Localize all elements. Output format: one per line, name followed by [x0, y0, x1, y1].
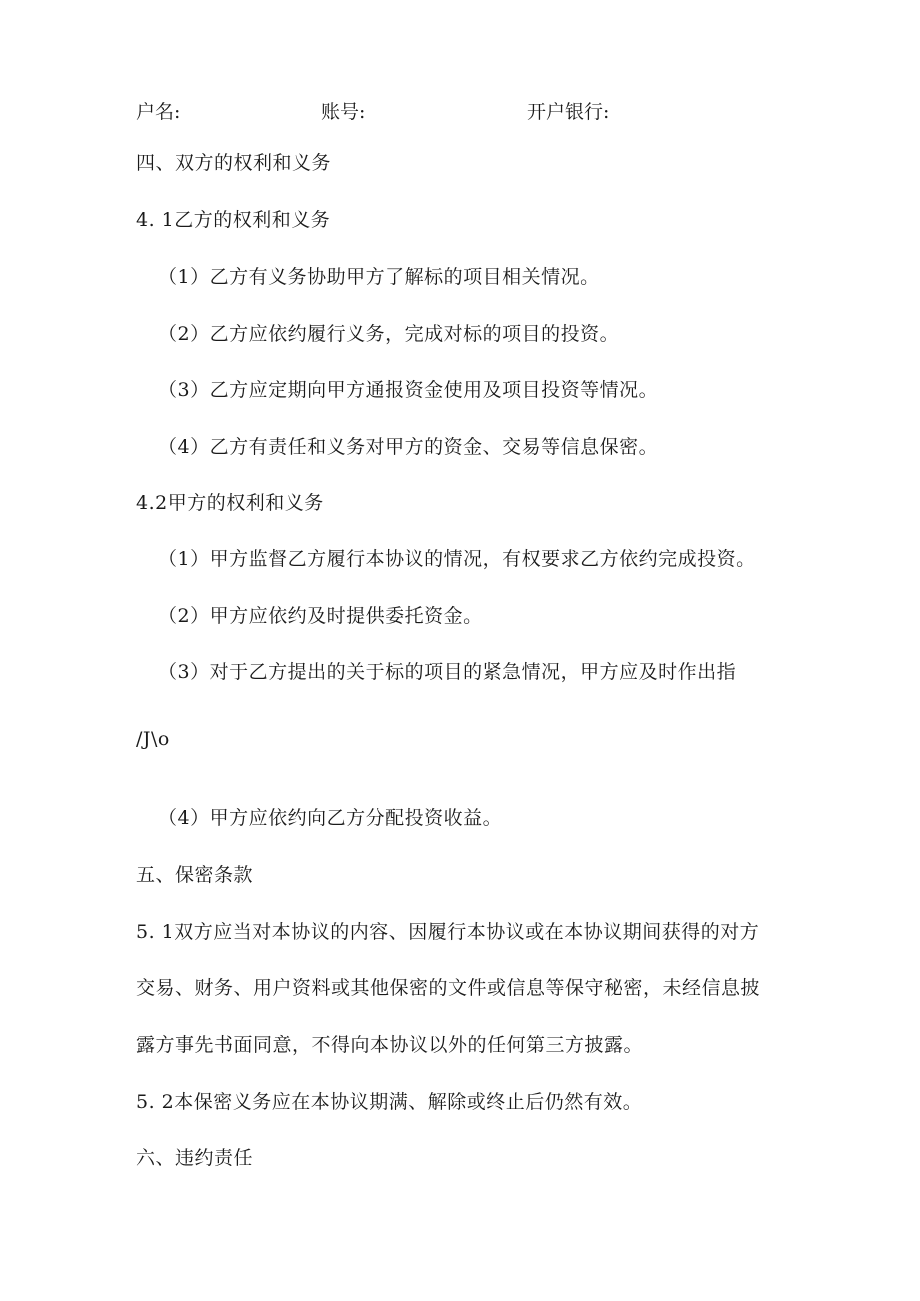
section-heading: 五、保密条款	[136, 864, 254, 886]
account-number-label: 账号:	[321, 101, 366, 123]
clause-item: （4）甲方应依约向乙方分配投资收益。	[158, 807, 503, 829]
clause-continuation: /J\o	[136, 728, 170, 750]
section-heading: 四、双方的权利和义务	[136, 152, 332, 174]
clause-paragraph: 交易、财务、用户资料或其他保密的文件或信息等保守秘密，未经信息披	[136, 977, 761, 999]
bank-label: 开户银行:	[527, 101, 610, 123]
subsection-heading: 4.2甲方的权利和义务	[136, 492, 324, 514]
clause-paragraph: 5. 2本保密义务应在本协议期满、解除或终止后仍然有效。	[136, 1091, 643, 1113]
clause-paragraph: 露方事先书面同意，不得向本协议以外的任何第三方披露。	[136, 1034, 644, 1056]
clause-item: （2）甲方应依约及时提供委托资金。	[158, 605, 483, 627]
subsection-heading: 4. 1乙方的权利和义务	[136, 209, 331, 231]
clause-paragraph: 5. 1双方应当对本协议的内容、因履行本协议或在本协议期间获得的对方	[136, 921, 760, 943]
clause-item: （1）甲方监督乙方履行本协议的情况，有权要求乙方依约完成投资。	[158, 548, 756, 570]
clause-item: （4）乙方有责任和义务对甲方的资金、交易等信息保密。	[158, 436, 659, 458]
section-heading: 六、违约责任	[136, 1147, 254, 1169]
account-name-label: 户名:	[136, 101, 181, 123]
clause-item: （2）乙方应依约履行义务，完成对标的项目的投资。	[158, 323, 620, 345]
clause-item: （3）对于乙方提出的关于标的项目的紧急情况，甲方应及时作出指	[158, 661, 737, 683]
clause-item: （1）乙方有义务协助甲方了解标的项目相关情况。	[158, 266, 600, 288]
account-info-row	[136, 100, 836, 124]
clause-item: （3）乙方应定期向甲方通报资金使用及项目投资等情况。	[158, 379, 659, 401]
